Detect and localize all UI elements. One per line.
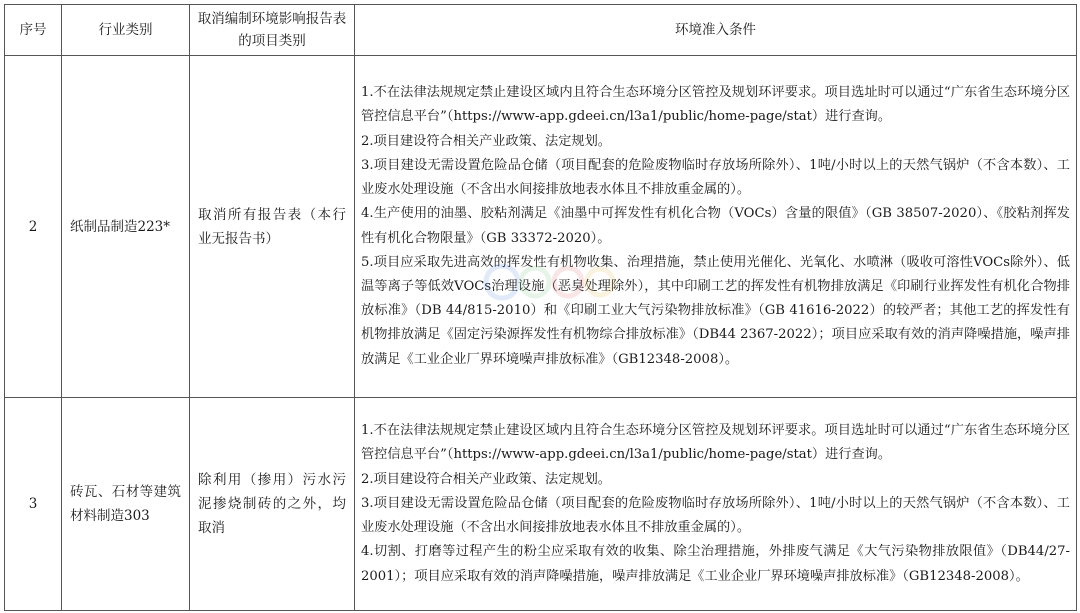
header-no: 序号	[5, 5, 62, 56]
row-industry: 砖瓦、石材等建筑材料制造303	[62, 398, 190, 611]
environmental-access-table	[4, 4, 1077, 611]
header-industry: 行业类别	[62, 5, 190, 56]
row-conditions	[355, 56, 1077, 398]
condition-item: 3.项目建设无需设置危险品仓储（项目配套的危险废物临时存放场所除外）、1吨/小时以上的天然气锅炉（不含本数）、工业废水处理设施（不含出水间接排放地表水体且不排放重金属的）。	[361, 157, 1070, 198]
condition-item: 2.项目建设符合相关产业政策、法定规划。	[361, 471, 611, 487]
condition-item: 1.不在法律法规规定禁止建设区域内且符合生态环境分区管控及规划环评要求。项目选址时可以通过“广东省生态环境分区管控信息平台”（https://www-app.gdeei.cn/l3a1/public/home-page/stat）进行查询。	[361, 85, 1070, 125]
condition-item: 3.项目建设无需设置危险品仓储（项目配套的危险废物临时存放场所除外）、1吨/小时以上的天然气锅炉（不含本数）、工业废水处理设施（不含出水间接排放地表水体且不排放重金属的）。	[361, 495, 1070, 536]
table-row	[5, 56, 1077, 398]
row-cancel-category: 取消所有报告表（本行业无报告书）	[190, 56, 355, 398]
row-cancel-category: 除利用（掺用）污水污泥掺烧制砖的之外，均取消	[190, 398, 355, 611]
condition-item: 2.项目建设符合相关产业政策、法定规划。	[361, 133, 611, 149]
condition-item: 4.切割、打磨等过程产生的粉尘应采取有效的收集、除尘治理措施，外排废气满足《大气污染物排放限值》（DB44/27-2001）；项目应采取有效的消声降噪措施，噪声排放满足《工业企业厂界环境噪声排放标准》（GB12348-2008）。	[361, 544, 1070, 584]
condition-item: 1.不在法律法规规定禁止建设区域内且符合生态环境分区管控及规划环评要求。项目选址时可以通过“广东省生态环境分区管控信息平台”（https://www-app.gdeei.cn/l3a1/public/home-page/stat）进行查询。	[361, 423, 1070, 463]
header-cancel-category: 取消编制环境影响报告表的项目类别	[190, 5, 355, 56]
row-conditions	[355, 398, 1077, 611]
row-no: 3	[5, 398, 62, 611]
header-conditions: 环境准入条件	[355, 5, 1077, 56]
table-row	[5, 398, 1077, 611]
table-header-row	[5, 5, 1077, 56]
condition-item: 5.项目应采取先进高效的挥发性有机物收集、治理措施，禁止使用光催化、光氧化、水喷淋（吸收可溶性VOCs除外）、低温等离子等低效VOCs治理设施（恶臭处理除外），其中印刷工艺的挥发性有机物排放满足《印刷行业挥发性有机化合物排放标准》（DB 44/815-2010）和《印刷工业大气污染物排放标准》（GB 41616-2022）的较严者；其他工艺的挥发性有机物排放满足《固定污染源挥发性有机物综合排放标准》（DB44 2367-2022）；项目应采取有效的消声降噪措施，噪声排放满足《工业企业厂界环境噪声排放标准》（GB12348-2008）。	[361, 254, 1070, 367]
condition-item: 4.生产使用的油墨、胶粘剂满足《油墨中可挥发性有机化合物（VOCs）含量的限值》（GB 38507-2020）、《胶粘剂挥发性有机化合物限量》（GB 33372-2020）。	[361, 206, 1070, 246]
row-no: 2	[5, 56, 62, 398]
row-industry: 纸制品制造223*	[62, 56, 190, 398]
